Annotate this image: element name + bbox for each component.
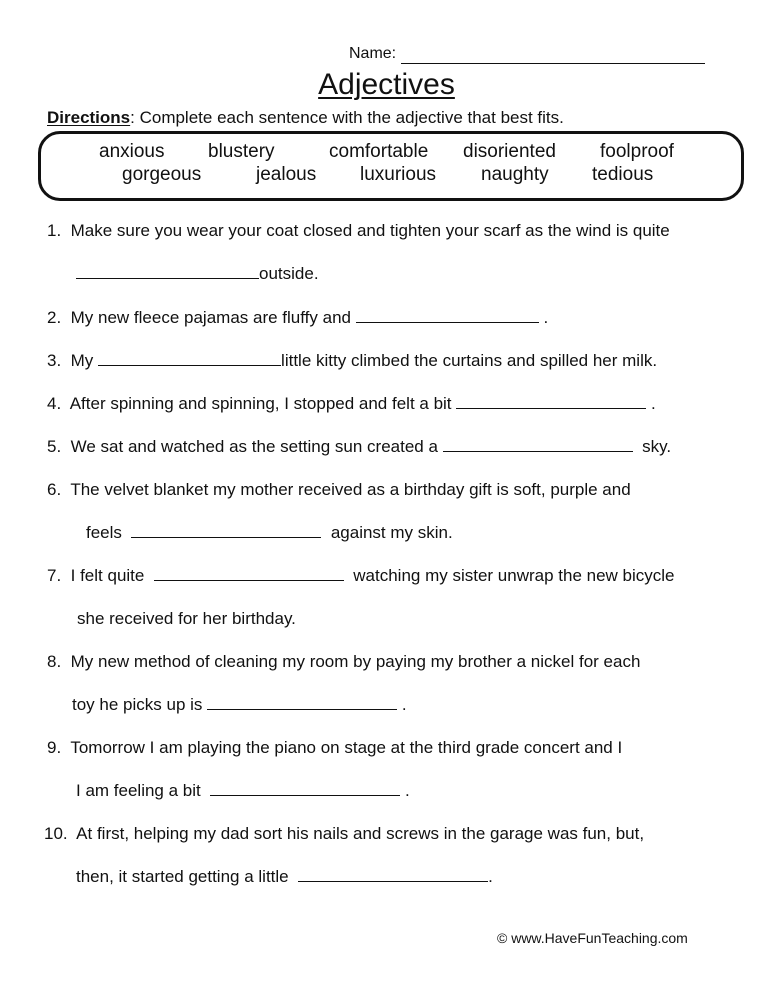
word-bank-item: comfortable <box>329 141 429 162</box>
question-10 <box>44 824 644 844</box>
answer-blank[interactable] <box>131 523 321 538</box>
question-text: My <box>70 351 94 370</box>
answer-blank[interactable] <box>443 437 633 452</box>
answer-blank[interactable] <box>76 264 259 279</box>
question-text: watching my sister unwrap the new bicycle <box>353 566 675 585</box>
question-text: outside. <box>259 264 319 283</box>
directions <box>47 108 564 128</box>
word-bank-item: disoriented <box>463 141 556 162</box>
question-text: We sat and watched as the setting sun created a <box>70 437 438 456</box>
copyright: © www.HaveFunTeaching.com <box>497 930 688 946</box>
word-bank-item: gorgeous <box>122 164 202 185</box>
answer-blank[interactable] <box>210 781 400 796</box>
word-bank-item: jealous <box>256 164 317 185</box>
question-10-line2 <box>76 867 493 887</box>
question-number: 10. <box>44 824 68 843</box>
answer-blank[interactable] <box>356 308 539 323</box>
question-9-line2 <box>76 781 410 801</box>
question-6 <box>47 480 631 500</box>
question-number: 5. <box>47 437 62 456</box>
question-text: After spinning and spinning, I stopped and felt a bit <box>69 394 452 413</box>
question-text: The velvet blanket my mother received as a birthday gift is soft, purple and <box>70 480 631 499</box>
question-text: Tomorrow I am playing the piano on stage at the third grade concert and I <box>70 738 623 757</box>
question-text: My new method of cleaning my room by paying my brother a nickel for each <box>70 652 641 671</box>
question-text: toy he picks up is <box>72 695 203 714</box>
question-text: I felt quite <box>70 566 145 585</box>
question-5 <box>47 437 671 457</box>
answer-blank[interactable] <box>207 695 397 710</box>
question-2 <box>47 308 548 328</box>
question-text: . <box>543 308 549 327</box>
question-8 <box>47 652 640 672</box>
question-text: . <box>651 394 656 413</box>
question-text: little kitty climbed the curtains and spilled her milk. <box>281 351 658 370</box>
question-9 <box>47 738 622 758</box>
question-7-line2 <box>77 609 296 629</box>
question-number: 9. <box>47 738 62 757</box>
question-text: . <box>401 695 407 714</box>
question-number: 4. <box>47 394 62 413</box>
question-number: 7. <box>47 566 62 585</box>
question-number: 8. <box>47 652 62 671</box>
question-7 <box>47 566 675 586</box>
question-text: against my skin. <box>330 523 453 542</box>
question-1-line2 <box>76 264 319 284</box>
name-line[interactable] <box>401 63 705 64</box>
question-number: 2. <box>47 308 62 327</box>
word-bank-item: blustery <box>208 141 275 162</box>
word-bank-item: luxurious <box>360 164 437 185</box>
question-number: 1. <box>47 221 62 240</box>
directions-label: Directions <box>47 108 131 127</box>
directions-text: : Complete each sentence with the adjective that best fits. <box>130 108 564 127</box>
question-text: . <box>488 867 493 886</box>
question-number: 6. <box>47 480 62 499</box>
word-bank-item: foolproof <box>600 141 674 162</box>
word-bank-item: naughty <box>481 164 549 185</box>
answer-blank[interactable] <box>298 867 488 882</box>
question-number: 3. <box>47 351 62 370</box>
question-text: sky. <box>642 437 672 456</box>
word-bank-item: tedious <box>592 164 654 185</box>
question-text: . <box>404 781 410 800</box>
question-text: My new fleece pajamas are fluffy and <box>70 308 351 327</box>
answer-blank[interactable] <box>154 566 344 581</box>
answer-blank[interactable] <box>98 351 281 366</box>
word-bank-item: anxious <box>99 141 165 162</box>
question-3 <box>47 351 657 371</box>
name-label: Name: <box>349 45 397 62</box>
answer-blank[interactable] <box>456 394 646 409</box>
question-6-line2 <box>86 523 453 543</box>
question-text: she received for her birthday. <box>77 609 296 628</box>
question-text: I am feeling a bit <box>76 781 201 800</box>
question-text: feels <box>86 523 122 542</box>
question-text: Make sure you wear your coat closed and tighten your scarf as the wind is quite <box>70 221 670 240</box>
question-text: At first, helping my dad sort his nails and screws in the garage was fun, but, <box>76 824 645 843</box>
question-text: then, it started getting a little <box>76 867 289 886</box>
question-1 <box>47 221 670 241</box>
question-8-line2 <box>72 695 407 715</box>
question-4 <box>47 394 656 414</box>
page-title: Adjectives <box>318 68 455 101</box>
